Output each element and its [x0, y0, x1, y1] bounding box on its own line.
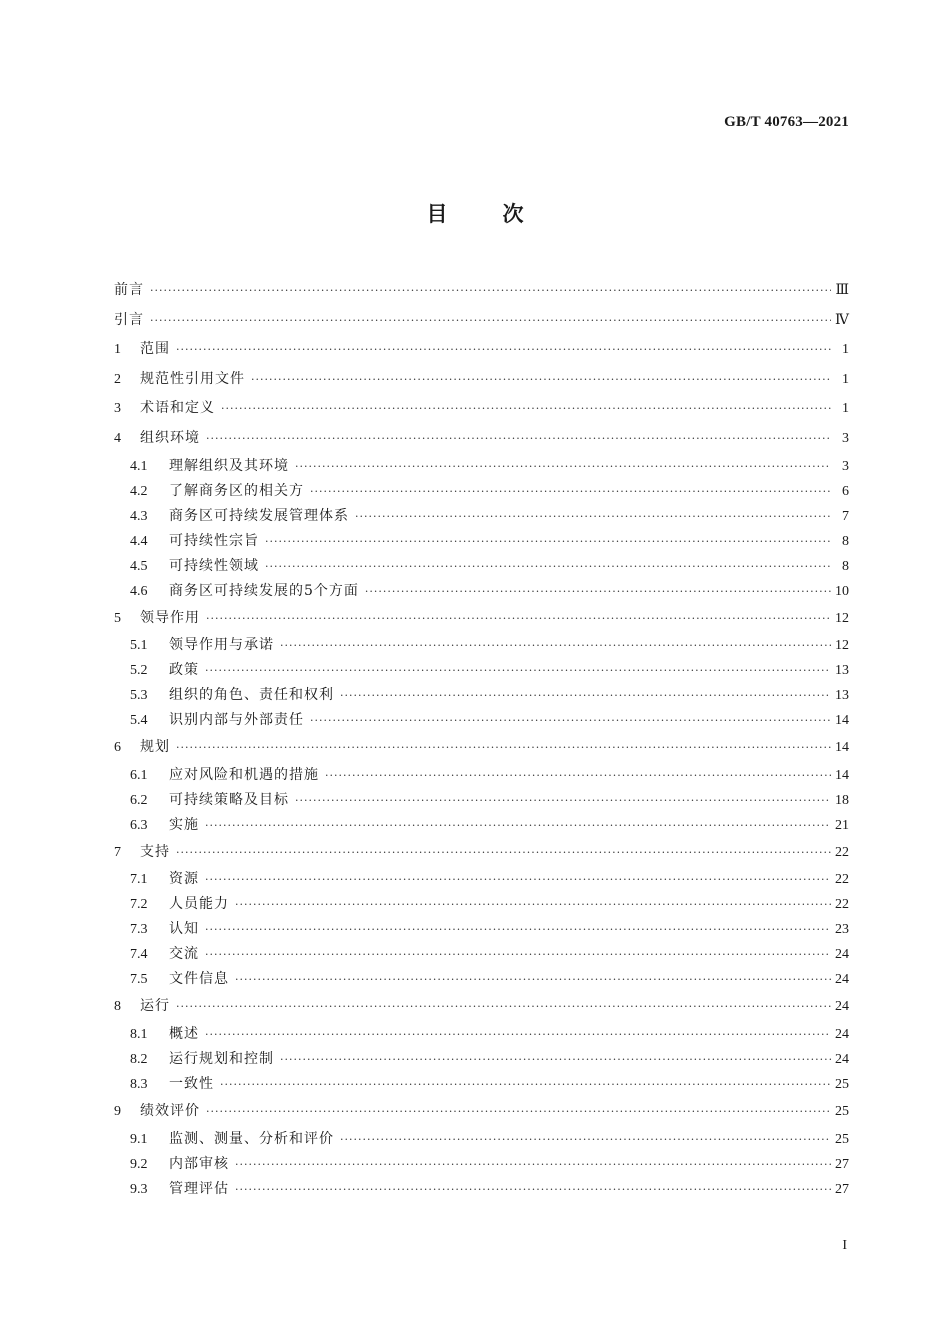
- toc-entry-label: 规范性引用文件: [140, 370, 245, 387]
- toc-entry-label: 引言: [114, 311, 144, 328]
- toc-page-number: 6: [842, 483, 849, 499]
- toc-subentry[interactable]: [114, 658, 849, 683]
- toc-dot-leader: [265, 554, 831, 579]
- toc-page-number: 8: [842, 558, 849, 574]
- toc-dot-leader: [251, 365, 831, 395]
- toc-entry-number: 9.1: [130, 1131, 148, 1147]
- toc-entry-label: 政策: [169, 662, 199, 679]
- toc-dot-leader: [150, 276, 831, 306]
- page-number: I: [842, 1238, 847, 1253]
- toc-page-number: 14: [835, 713, 849, 729]
- toc-entry[interactable]: [114, 733, 849, 763]
- toc-page-number: 7: [842, 508, 849, 524]
- toc-entry-label: 理解组织及其环境: [169, 457, 289, 474]
- toc-entry-number: 1: [114, 342, 121, 358]
- toc-subentry[interactable]: [114, 1152, 849, 1177]
- toc-dot-leader: [365, 579, 831, 604]
- toc-dot-leader: [221, 394, 831, 424]
- toc-dot-leader: [176, 838, 831, 868]
- toc-entry-number: 7.3: [130, 922, 148, 938]
- toc-entry-number: 5.1: [130, 638, 148, 654]
- page-title: 目次: [426, 202, 579, 226]
- toc-entry-number: 6.3: [130, 817, 148, 833]
- toc-entry-number: 4.3: [130, 508, 148, 524]
- toc-subentry[interactable]: [114, 454, 849, 479]
- toc-entry-label: 概述: [169, 1025, 199, 1042]
- toc-subentry[interactable]: [114, 1022, 849, 1047]
- toc-entry-number: 9.2: [130, 1156, 148, 1172]
- toc-subentry[interactable]: [114, 1127, 849, 1152]
- toc-entry-number: 5.2: [130, 663, 148, 679]
- toc-entry-label: 运行规划和控制: [169, 1050, 274, 1067]
- toc-page-number: 24: [835, 972, 849, 988]
- toc-entry[interactable]: [114, 838, 849, 868]
- toc-entry-number: 9.3: [130, 1181, 148, 1197]
- toc-entry-label: 可持续策略及目标: [169, 791, 289, 808]
- toc-entry-number: 8: [114, 999, 121, 1015]
- toc-entry-number: 6.1: [130, 767, 148, 783]
- toc-entry-label: 管理评估: [169, 1180, 229, 1197]
- toc-dot-leader: [205, 917, 831, 942]
- toc-entry-label: 组织的角色、责任和权利: [169, 687, 334, 704]
- toc-page-number: Ⅲ: [835, 283, 849, 298]
- toc-dot-leader: [235, 1152, 831, 1177]
- toc-entry-label: 识别内部与外部责任: [169, 712, 304, 729]
- toc-entry[interactable]: [114, 424, 849, 454]
- toc-page-number: 22: [835, 844, 849, 860]
- toc-dot-leader: [295, 788, 831, 813]
- toc-entry-number: 4: [114, 430, 121, 446]
- toc-dot-leader: [280, 633, 831, 658]
- toc-subentry[interactable]: [114, 867, 849, 892]
- toc-page-number: 1: [842, 342, 849, 358]
- toc-entry-label: 认知: [169, 921, 199, 938]
- toc-entry-number: 4.2: [130, 483, 148, 499]
- toc-entry-label: 领导作用与承诺: [169, 637, 274, 654]
- toc-page-number: 24: [835, 1051, 849, 1067]
- toc-subentry[interactable]: [114, 942, 849, 967]
- toc-entry[interactable]: [114, 1097, 849, 1127]
- toc-entry-label: 组织环境: [140, 429, 200, 446]
- toc-entry-number: 7.1: [130, 872, 148, 888]
- toc-subentry[interactable]: [114, 529, 849, 554]
- toc-entry-label: 资源: [169, 871, 199, 888]
- toc-dot-leader: [310, 479, 831, 504]
- toc-subentry[interactable]: [114, 579, 849, 604]
- toc-entry-label: 可持续性领域: [169, 557, 259, 574]
- toc-entry-label: 内部审核: [169, 1155, 229, 1172]
- toc-dot-leader: [150, 306, 831, 336]
- toc-dot-leader: [206, 1097, 831, 1127]
- toc-subentry[interactable]: [114, 1072, 849, 1097]
- toc-subentry[interactable]: [114, 1177, 849, 1202]
- toc-page-number: 18: [835, 792, 849, 808]
- toc-subentry[interactable]: [114, 683, 849, 708]
- toc-page-number: 14: [835, 740, 849, 756]
- toc-entry-label: 可持续性宗旨: [169, 532, 259, 549]
- toc-dot-leader: [205, 942, 831, 967]
- toc-entry-label: 实施: [169, 816, 199, 833]
- toc-page-number: 1: [842, 401, 849, 417]
- toc-page-number: 23: [835, 922, 849, 938]
- toc-entry-number: 5.3: [130, 688, 148, 704]
- toc-entry-label: 了解商务区的相关方: [169, 482, 304, 499]
- toc-dot-leader: [235, 967, 831, 992]
- toc-page-number: 21: [835, 817, 849, 833]
- toc-entry-number: 2: [114, 371, 121, 387]
- toc-page-number: 14: [835, 767, 849, 783]
- toc-entry-label: 领导作用: [140, 609, 200, 626]
- toc-entry-number: 4.1: [130, 458, 148, 474]
- toc-entry-number: 8.3: [130, 1076, 148, 1092]
- toc-page-number: Ⅳ: [835, 312, 849, 328]
- toc-page-number: 13: [835, 688, 849, 704]
- toc-subentry[interactable]: [114, 554, 849, 579]
- toc-entry-number: 8.2: [130, 1051, 148, 1067]
- toc-entry-label: 文件信息: [169, 971, 229, 988]
- toc-page-number: 12: [835, 638, 849, 654]
- toc-page-number: 22: [835, 897, 849, 913]
- standard-code: GB/T 40763—2021: [724, 114, 849, 130]
- toc-entry-number: 5.4: [130, 713, 148, 729]
- toc-dot-leader: [220, 1072, 831, 1097]
- toc-entry-number: 6: [114, 740, 121, 756]
- toc-entry-number: 4.5: [130, 558, 148, 574]
- toc-dot-leader: [280, 1047, 831, 1072]
- toc-entry[interactable]: [114, 306, 849, 336]
- toc-entry[interactable]: [114, 365, 849, 395]
- toc-subentry[interactable]: [114, 967, 849, 992]
- toc-entry[interactable]: [114, 394, 849, 424]
- toc-subentry[interactable]: [114, 1047, 849, 1072]
- toc-entry-number: 9: [114, 1103, 121, 1119]
- toc-subentry[interactable]: [114, 763, 849, 788]
- toc-dot-leader: [355, 504, 831, 529]
- table-of-contents: [114, 276, 849, 1202]
- toc-subentry[interactable]: [114, 708, 849, 733]
- toc-page-number: 12: [835, 610, 849, 626]
- toc-entry-number: 5: [114, 610, 121, 626]
- toc-entry[interactable]: [114, 335, 849, 365]
- toc-dot-leader: [205, 867, 831, 892]
- toc-entry-label: 交流: [169, 946, 199, 963]
- toc-dot-leader: [206, 424, 831, 454]
- toc-entry-number: 6.2: [130, 792, 148, 808]
- toc-page-number: 24: [835, 999, 849, 1015]
- toc-page-number: 8: [842, 533, 849, 549]
- toc-page-number: 24: [835, 947, 849, 963]
- toc-dot-leader: [340, 683, 831, 708]
- toc-entry-number: 7.2: [130, 897, 148, 913]
- toc-entry-label: 商务区可持续发展管理体系: [169, 507, 349, 524]
- toc-entry[interactable]: [114, 276, 849, 306]
- toc-page-number: 27: [835, 1156, 849, 1172]
- toc-dot-leader: [205, 813, 831, 838]
- toc-subentry[interactable]: [114, 479, 849, 504]
- toc-dot-leader: [205, 1022, 831, 1047]
- toc-page-number: 25: [835, 1131, 849, 1147]
- toc-entry-label: 监测、测量、分析和评价: [169, 1130, 334, 1147]
- toc-subentry[interactable]: [114, 788, 849, 813]
- toc-subentry[interactable]: [114, 917, 849, 942]
- toc-subentry[interactable]: [114, 813, 849, 838]
- toc-subentry[interactable]: [114, 892, 849, 917]
- toc-dot-leader: [205, 658, 831, 683]
- toc-entry-label: 绩效评价: [140, 1102, 200, 1119]
- toc-entry-label: 商务区可持续发展的5个方面: [169, 582, 359, 599]
- toc-entry-number: 7: [114, 844, 121, 860]
- toc-dot-leader: [235, 1177, 831, 1202]
- toc-dot-leader: [235, 892, 831, 917]
- toc-entry-number: 4.6: [130, 583, 148, 599]
- toc-entry-label: 应对风险和机遇的措施: [169, 766, 319, 783]
- toc-entry-label: 术语和定义: [140, 400, 215, 417]
- toc-entry-number: 4.4: [130, 533, 148, 549]
- toc-page-number: 25: [835, 1103, 849, 1119]
- toc-page-number: 25: [835, 1076, 849, 1092]
- toc-entry-label: 支持: [140, 843, 170, 860]
- toc-subentry[interactable]: [114, 504, 849, 529]
- toc-entry-number: 7.4: [130, 947, 148, 963]
- toc-dot-leader: [176, 733, 831, 763]
- toc-page-number: 27: [835, 1181, 849, 1197]
- toc-page-number: 1: [842, 371, 849, 387]
- toc-dot-leader: [206, 604, 831, 634]
- toc-entry-number: 8.1: [130, 1026, 148, 1042]
- toc-dot-leader: [325, 763, 831, 788]
- toc-entry[interactable]: [114, 992, 849, 1022]
- toc-subentry[interactable]: [114, 633, 849, 658]
- toc-entry-number: 3: [114, 401, 121, 417]
- toc-entry-label: 运行: [140, 998, 170, 1015]
- toc-entry-number: 7.5: [130, 972, 148, 988]
- toc-entry-label: 规划: [140, 739, 170, 756]
- toc-page-number: 24: [835, 1026, 849, 1042]
- toc-dot-leader: [176, 992, 831, 1022]
- toc-page-number: 10: [835, 583, 849, 599]
- toc-page-number: 13: [835, 663, 849, 679]
- toc-dot-leader: [176, 335, 831, 365]
- toc-dot-leader: [295, 454, 831, 479]
- toc-entry-label: 人员能力: [169, 896, 229, 913]
- toc-entry-label: 一致性: [169, 1075, 214, 1092]
- toc-dot-leader: [310, 708, 831, 733]
- toc-dot-leader: [265, 529, 831, 554]
- toc-entry[interactable]: [114, 604, 849, 634]
- toc-page-number: 3: [842, 430, 849, 446]
- toc-dot-leader: [340, 1127, 831, 1152]
- toc-page-number: 22: [835, 872, 849, 888]
- toc-page-number: 3: [842, 458, 849, 474]
- toc-entry-label: 前言: [114, 282, 144, 298]
- toc-entry-label: 范围: [140, 341, 170, 358]
